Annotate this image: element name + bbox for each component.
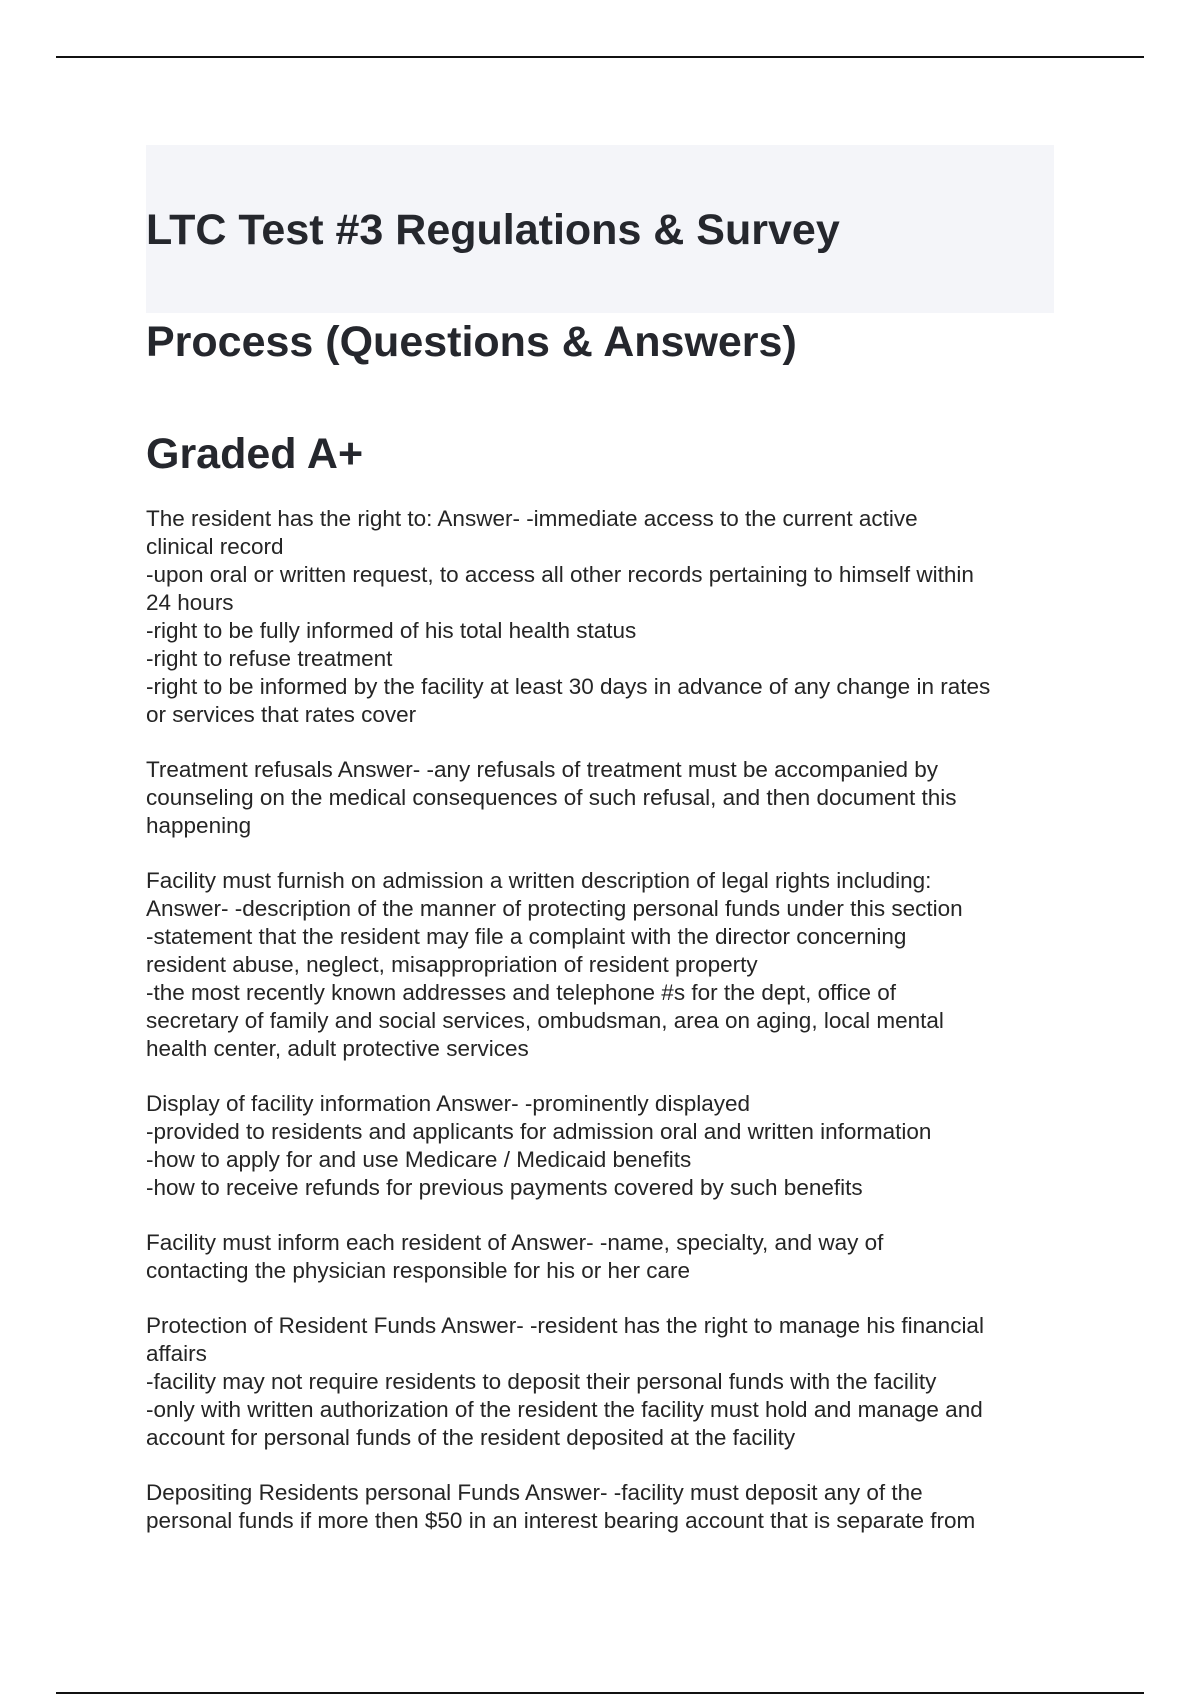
qa-line: Depositing Residents personal Funds Answer- -facility must deposit any of the xyxy=(146,1480,923,1505)
qa-entry xyxy=(146,1229,1066,1285)
bottom-rule xyxy=(56,1692,1144,1694)
qa-line: Facility must inform each resident of Answer- -name, specialty, and way of xyxy=(146,1230,884,1255)
qa-line: resident abuse, neglect, misappropriation of resident property xyxy=(146,952,758,977)
qa-line: -statement that the resident may file a complaint with the director concerning xyxy=(146,924,907,949)
qa-line: personal funds if more then $50 in an interest bearing account that is separate from xyxy=(146,1508,976,1533)
qa-line: counseling on the medical consequences of such refusal, and then document this xyxy=(146,785,957,810)
qa-line: -right to be fully informed of his total health status xyxy=(146,618,637,643)
qa-line: affairs xyxy=(146,1341,207,1366)
qa-line: -how to receive refunds for previous payments covered by such benefits xyxy=(146,1175,863,1200)
top-rule xyxy=(56,56,1144,58)
qa-line: health center, adult protective services xyxy=(146,1036,529,1061)
title-line: LTC Test #3 Regulations & Survey xyxy=(146,206,840,254)
qa-entry xyxy=(146,1090,1066,1202)
qa-line: or services that rates cover xyxy=(146,702,417,727)
qa-line: happening xyxy=(146,813,252,838)
qa-entry xyxy=(146,1312,1066,1452)
qa-line: -upon oral or written request, to access all other records pertaining to himself within xyxy=(146,562,974,587)
qa-entry xyxy=(146,1479,1066,1535)
qa-line: -right to be informed by the facility at least 30 days in advance of any change in rates xyxy=(146,674,991,699)
qa-line: -provided to residents and applicants for admission oral and written information xyxy=(146,1119,932,1144)
title-line: Graded A+ xyxy=(146,430,364,478)
qa-line: Facility must furnish on admission a written description of legal rights including: xyxy=(146,868,932,893)
qa-entry xyxy=(146,505,1066,729)
qa-line: Answer- -description of the manner of protecting personal funds under this section xyxy=(146,896,963,921)
question-answer-list xyxy=(146,505,1066,1562)
qa-line: The resident has the right to: Answer- -immediate access to the current active xyxy=(146,506,918,531)
qa-entry xyxy=(146,867,1066,1063)
qa-line: Treatment refusals Answer- -any refusals of treatment must be accompanied by xyxy=(146,757,939,782)
qa-line: -only with written authorization of the resident the facility must hold and manage and xyxy=(146,1397,983,1422)
qa-line: -the most recently known addresses and telephone #s for the dept, office of xyxy=(146,980,897,1005)
qa-line: secretary of family and social services, ombudsman, area on aging, local mental xyxy=(146,1008,944,1033)
page-title xyxy=(146,146,1046,538)
qa-line: contacting the physician responsible for his or her care xyxy=(146,1258,691,1283)
qa-line: account for personal funds of the resident deposited at the facility xyxy=(146,1425,796,1450)
qa-line: Protection of Resident Funds Answer- -resident has the right to manage his financial xyxy=(146,1313,984,1338)
qa-line: 24 hours xyxy=(146,590,234,615)
qa-line: clinical record xyxy=(146,534,284,559)
title-line: Process (Questions & Answers) xyxy=(146,318,797,366)
qa-entry xyxy=(146,756,1066,840)
qa-line: -how to apply for and use Medicare / Medicaid benefits xyxy=(146,1147,692,1172)
qa-line: Display of facility information Answer- -prominently displayed xyxy=(146,1091,750,1116)
qa-line: -facility may not require residents to deposit their personal funds with the facility xyxy=(146,1369,937,1394)
qa-line: -right to refuse treatment xyxy=(146,646,393,671)
